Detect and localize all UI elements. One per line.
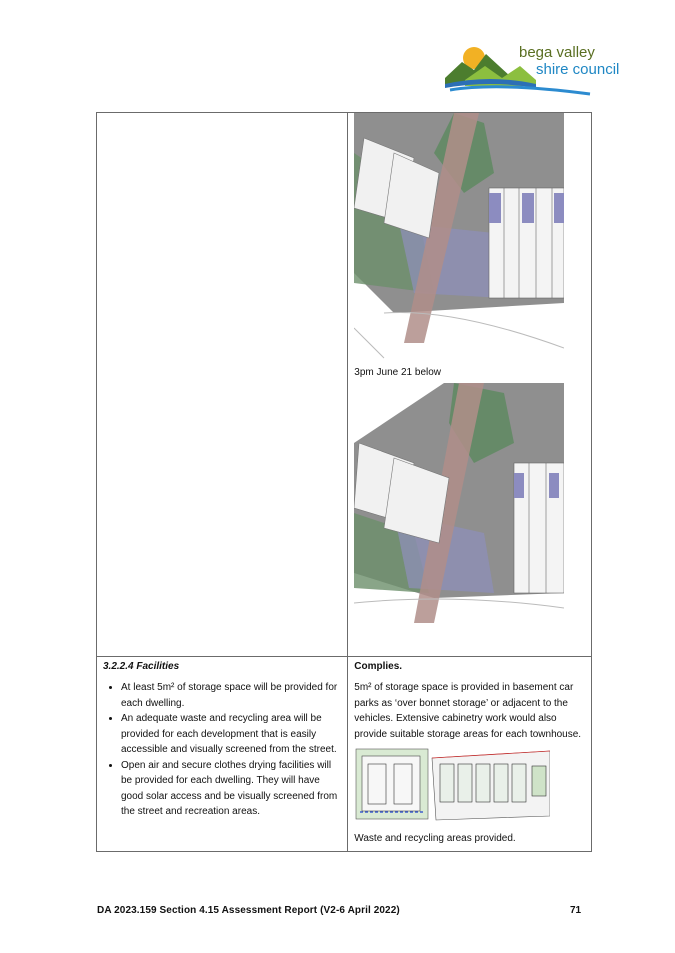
shadow-caption: 3pm June 21 below [354, 367, 442, 378]
empty-cell [97, 113, 348, 657]
shadow-diagrams-cell [348, 113, 592, 657]
assessment-table [96, 112, 592, 852]
facilities-bullet-list [97, 680, 347, 820]
list-item: • At least 5m² of storage space will be provided for each dwelling. [121, 680, 341, 711]
facilities-response-cell [348, 657, 592, 852]
list-item: • An adequate waste and recycling area will be provided for each development that is easily accessible and visually screened from the street. [121, 711, 341, 758]
logo-text-line2: shire council [536, 61, 620, 78]
shadow-diagram-midday [354, 113, 564, 363]
list-item: • Open air and secure clothes drying facilities will be provided for each dwelling. They will have good solar access and be visually screened from the street and recreation areas. [121, 758, 341, 820]
facilities-heading: 3.2.2.4 Facilities [103, 661, 180, 672]
waste-caption: Waste and recycling areas provided. [354, 833, 516, 844]
logo-text-line1: bega valley [519, 44, 595, 61]
footer-report-title: DA 2023.159 Section 4.15 Assessment Report (V2-6 April 2022) [97, 905, 400, 916]
shadow-diagram-3pm [354, 383, 564, 633]
complies-label: Complies. [354, 661, 403, 672]
footer-page-number: 71 [570, 905, 582, 916]
facilities-criteria-cell [97, 657, 348, 852]
storage-response-text: 5m² of storage space is provided in basement car parks as ‘over bonnet storage’ or adjacent to the vehicles. Extensive cabinetry work would also provide suitable storage areas for each townhouse. [354, 682, 582, 740]
waste-area-plan-diagram [354, 746, 550, 824]
